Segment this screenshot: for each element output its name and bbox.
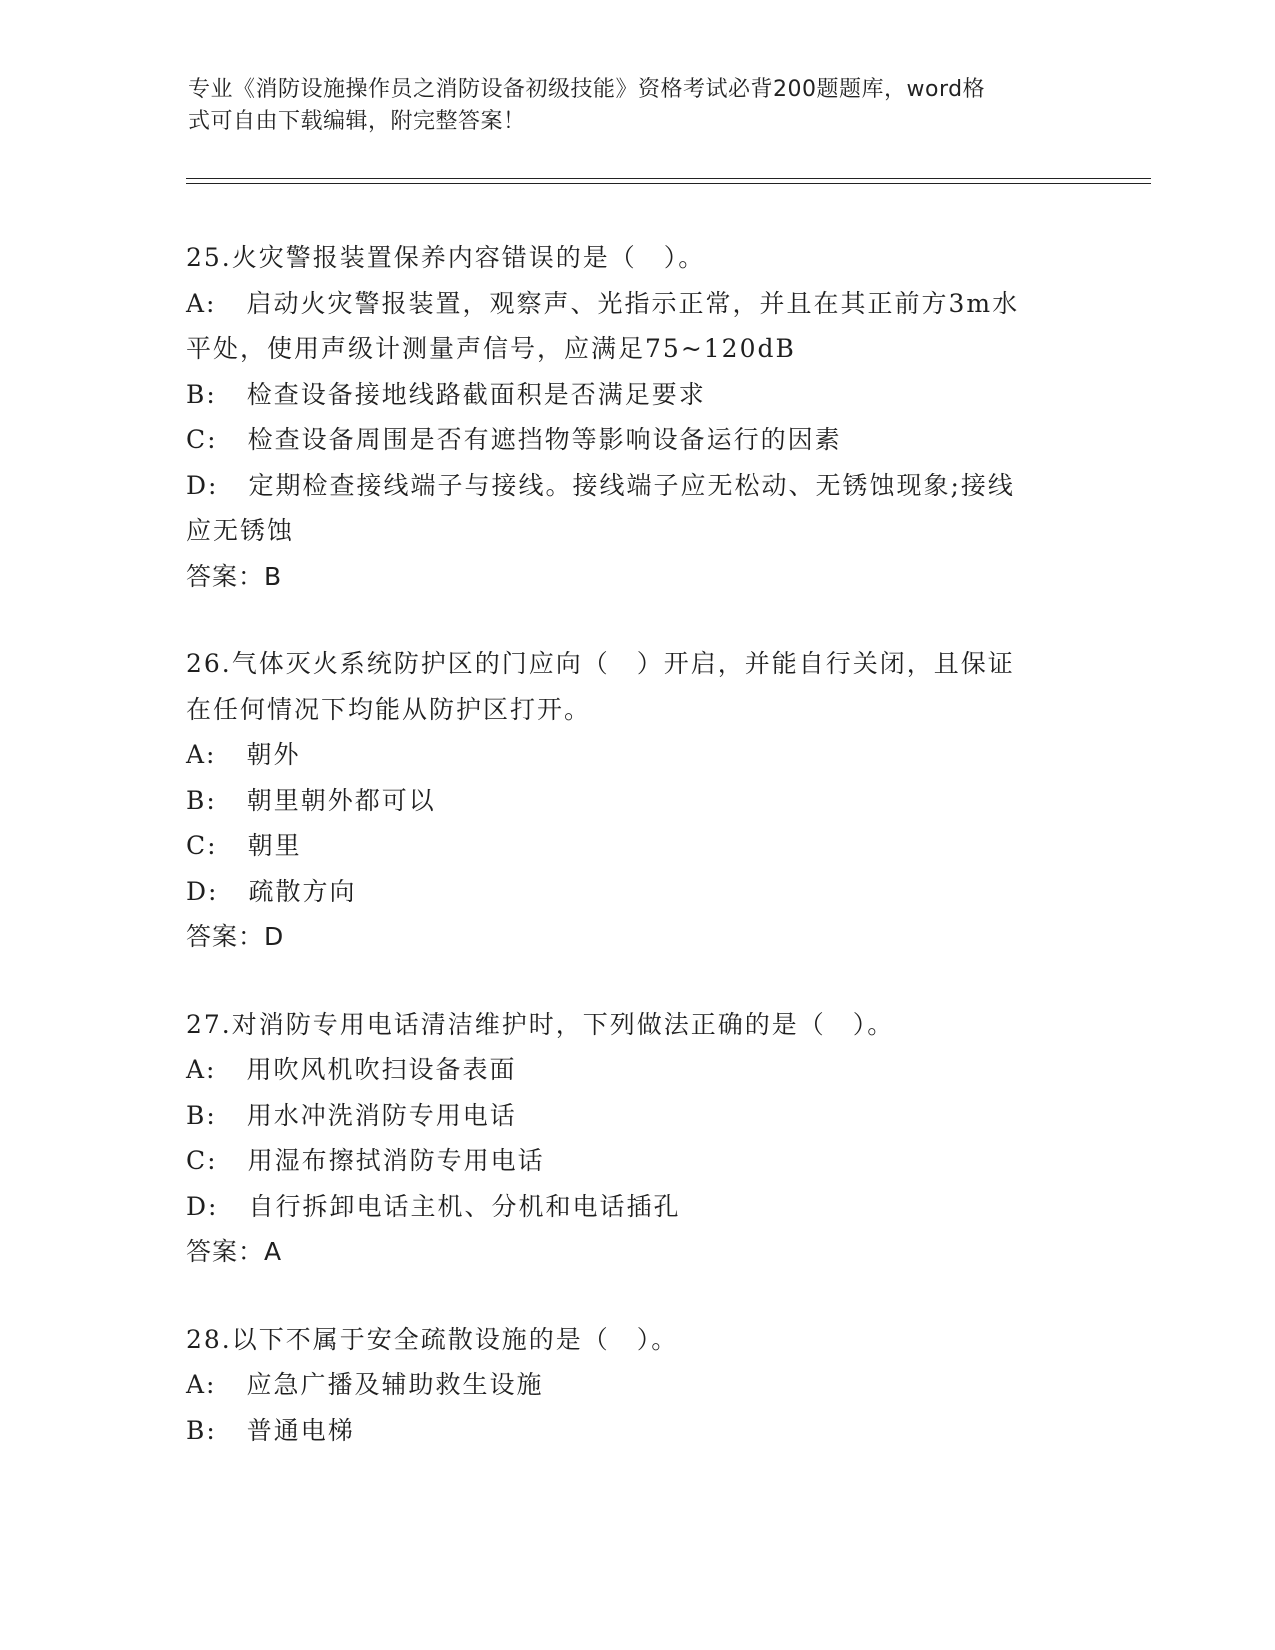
answer-option — [186, 1138, 1086, 1184]
question-block — [186, 641, 1086, 960]
question-text: 28.以下不属于安全疏散设施的是（ ）。 — [186, 1324, 679, 1354]
question-block — [186, 1317, 1086, 1454]
option-text: 平处，使用声级计测量声信号，应满足75~120dB — [186, 334, 796, 363]
option-text: 应无锈蚀 — [186, 516, 295, 545]
option-label: B: — [186, 1100, 217, 1130]
header-line-1: 专业《消防设施操作员之消防设备初级技能》资格考试必背200题题库，word格 — [188, 77, 986, 102]
option-text: 启动火灾警报装置，观察声、光指示正常，并且在其正前方3m水 — [246, 288, 1020, 318]
document-header — [188, 74, 1068, 138]
option-text: 用水冲洗消防专用电话 — [246, 1100, 517, 1130]
answer-option — [186, 1047, 1086, 1093]
answer-option — [186, 823, 1086, 869]
answer-option — [186, 1362, 1086, 1408]
option-text: 定期检查接线端子与接线。接线端子应无松动、无锈蚀现象;接线 — [248, 470, 1015, 500]
option-text: 检查设备接地线路截面积是否满足要求 — [246, 379, 706, 409]
option-label: B: — [186, 785, 217, 815]
header-line-2: 式可自由下载编辑，附完整答案！ — [188, 109, 526, 134]
answer-option — [186, 372, 1086, 418]
answer-option — [186, 732, 1086, 778]
answer-option — [186, 463, 1086, 509]
option-label: C: — [186, 831, 218, 860]
answer-option — [186, 778, 1086, 824]
answer-option — [186, 1093, 1086, 1139]
option-label: A: — [186, 288, 217, 318]
answer-option — [186, 417, 1086, 463]
answer-option — [186, 326, 1086, 372]
answer-key: 答案：A — [186, 1237, 283, 1266]
option-text: 用湿布擦拭消防专用电话 — [247, 1146, 545, 1175]
header-rule-bottom — [186, 183, 1151, 184]
answer-key: 答案：D — [186, 922, 285, 951]
option-text: 普通电梯 — [246, 1415, 355, 1445]
question-text: 在任何情况下均能从防护区打开。 — [186, 694, 592, 724]
answer-option — [186, 1408, 1086, 1454]
option-text: 朝里 — [247, 831, 302, 860]
question-block — [186, 1002, 1086, 1275]
option-text: 用吹风机吹扫设备表面 — [246, 1055, 517, 1084]
question-text: 25.火灾警报装置保养内容错误的是（ ）。 — [186, 243, 706, 272]
option-text: 疏散方向 — [248, 876, 357, 906]
answer-option — [186, 508, 1086, 554]
answer-option — [186, 281, 1086, 327]
header-rule-top — [186, 178, 1151, 179]
option-text: 自行拆卸电话主机、分机和电话插孔 — [248, 1191, 681, 1221]
option-label: D: — [186, 1191, 219, 1221]
option-text: 朝里朝外都可以 — [246, 785, 436, 815]
option-label: B: — [186, 1415, 217, 1445]
option-label: D: — [186, 470, 219, 500]
answer-key: 答案：B — [186, 561, 283, 591]
option-label: A: — [186, 1370, 217, 1399]
option-label: D: — [186, 876, 219, 906]
option-label: A: — [186, 740, 217, 769]
option-text: 应急广播及辅助救生设施 — [246, 1370, 544, 1399]
option-text: 检查设备周围是否有遮挡物等影响设备运行的因素 — [247, 425, 842, 454]
answer-option — [186, 869, 1086, 915]
question-text: 27.对消防专用电话清洁维护时，下列做法正确的是（ ）。 — [186, 1009, 895, 1039]
question-list — [186, 235, 1086, 1495]
option-text: 朝外 — [246, 740, 301, 769]
option-label: C: — [186, 1146, 218, 1175]
option-label: B: — [186, 379, 217, 409]
question-block — [186, 235, 1086, 599]
answer-option — [186, 1184, 1086, 1230]
option-label: A: — [186, 1055, 217, 1084]
question-text: 26.气体灭火系统防护区的门应向（ ）开启，并能自行关闭，且保证 — [186, 649, 1015, 678]
option-label: C: — [186, 425, 218, 454]
